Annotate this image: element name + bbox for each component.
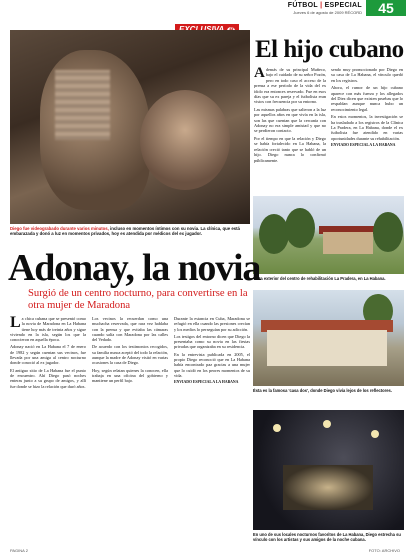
clinic-photo <box>253 196 404 274</box>
hijo-headline: El hijo cubano <box>255 36 404 63</box>
person-figure <box>140 90 230 190</box>
paragraph: Ahora, el rumor de un hijo cubano aparece con más fuerza y los allegados del Diez dicen que existen pruebas que lo respaldan aunque nunca hubo un reconocimiento legal. <box>331 85 403 112</box>
page-header <box>0 0 410 18</box>
adonay-headline: Adonay, la novia <box>8 247 261 289</box>
paragraph: sendo muy promocionado por Diego en su casa de La Habana, el vínculo quedó en los registros. <box>331 67 403 83</box>
footer-left: PAGINA 2 <box>10 548 28 553</box>
paragraph: En la entrevista publicada en 2005, el propio Diego reconoció que en La Habana había encontrado paz gracias a una mujer que lo cuidó en los peores momentos de su vida. <box>174 351 250 378</box>
main-photo-caption <box>10 226 250 237</box>
paragraph: Los vecinos la recuerdan como una muchacha reservada, que rara vez hablaba con la prensa y que evitaba las cámaras cuando salía con Maradona por las calles del Vedado. <box>92 316 168 343</box>
light-shape <box>273 424 281 432</box>
page-number: 45 <box>366 0 406 16</box>
byline: ENVIADO ESPECIAL A LA HABANA <box>174 380 239 385</box>
adonay-subheadline: Surgió de un centro nocturno, para convertirse en la otra mujer de Maradona <box>28 288 248 311</box>
paragraph: Las mismas palabras que salieron a la luz por aquellos años en que vivía en la isla, son las que cuentan que la cercanía con Adonay no era simple amistad y que no se perdieron contacto. <box>254 106 326 134</box>
paragraph: La chica cubana que se presentó como la novia de Maradona en La Habana tiene hoy más de treinta años y sigue viviendo en la isla, según los que la conocieron en aquella época. <box>10 314 86 343</box>
drop-cap: A <box>254 65 265 81</box>
clinic-photo-caption: Vista exterior del centro de rehabilitación La Pradera, en La Habana. <box>253 276 386 281</box>
byline: ENVIADO ESPECIAL A LA HABANA <box>331 143 396 148</box>
hijo-article-body <box>254 67 404 165</box>
caption-lead: Diego fue videograbado durante varios minutos, <box>10 226 109 231</box>
paragraph: Adonay nació en La Habana el 7 de enero de 1982 y según cuentan sus vecinos, fue llevada por una amiga al centro nocturno donde conoció al ex jugador. <box>10 344 86 366</box>
main-photo <box>10 30 250 224</box>
issue-date: Jueves 6 de agosto de 2009 RÉCORD <box>293 10 362 15</box>
article-column <box>254 67 326 165</box>
caption-text: incluso en momentos íntimos con su novia. La clínica, que está embarazada y donó a luz en momentos privados, hoy es atendida por médicos del ex jugador. <box>10 226 240 237</box>
section-label <box>288 2 362 9</box>
nightclub-photo <box>253 410 404 530</box>
paragraph: Durante la estancia en Cuba, Maradona se refugió en ella cuando las presiones crecían y los medios lo perseguían por su adicción. <box>174 316 250 332</box>
section-name: FÚTBOL <box>287 2 318 9</box>
paragraph: El antiguo sitio de La Habana fue el punto de encuentro. Ahí Diego pasó noches enteras junto a su grupo de amigos, y allí fue donde se hizo la relación que duró años. <box>10 367 86 389</box>
article-column <box>92 316 168 391</box>
pixelated-face <box>55 70 110 140</box>
tree-shape <box>373 212 403 252</box>
article-column <box>174 316 250 391</box>
paragraph: Por el tiempo en que la relación y Diego se había fortalecido en La Habana, la relación creció tanto que se habló de un hijo. Diego nunca lo confirmó públicamente. <box>254 135 326 163</box>
article-column <box>10 316 86 391</box>
stage-shape <box>283 465 373 510</box>
article-column <box>331 67 403 165</box>
tree-shape <box>259 214 289 254</box>
adonay-article-body <box>10 316 250 391</box>
nightclub-photo-caption: En uno de sus locales nocturnos favoritos de La Habana, Diego estrecha su vínculo con los artistas y sus amigos de la noche cubana. <box>253 532 401 542</box>
house-photo <box>253 290 404 386</box>
paragraph: De acuerdo con los testimonios recogidos, su familia nunca aceptó del todo la relación, aunque la madre de Adonay visitó en varias ocasiones la casa de Diego. <box>92 344 168 366</box>
light-shape <box>323 420 331 428</box>
footer-right: FOTO: ARCHIVO <box>368 548 400 553</box>
light-shape <box>371 430 379 438</box>
tree-shape <box>285 208 315 248</box>
paragraph: Los testigos del entorno dicen que Diego la presentaba como su novia en las fiestas privadas que organizaba en su residencia. <box>174 333 250 350</box>
house-photo-caption: Ésta es la famosa 'casa dos', donde Diego vivía lejos de los reflectores. <box>253 388 392 393</box>
paragraph: Hoy, según relatan quienes la conocen, ella trabaja en una oficina del gobierno y mantiene un perfil bajo. <box>92 367 168 384</box>
paragraph: Además de su principal Muñeco, bajo el cuidado de su señor Pozón, pero en todo caso el acceso de la prensa a ese período de la vida del ex ídolo era entonces reservado. Fue en esos días que su ex pareja y el futbolista eran vistos con frecuencia por su entorno. <box>254 65 326 105</box>
building-shape <box>323 232 373 254</box>
paragraph: En estos momentos, la investigación se ha trasladado a los registros de la Clínica La Pradera, en La Habana, donde el ex futbolista fue atendido en varias oportunidades durante su rehabilitación. <box>331 114 403 141</box>
drop-cap: L <box>10 314 21 331</box>
section-separator: | <box>320 2 323 9</box>
section-sub: ESPECIAL <box>324 2 362 9</box>
building-shape <box>267 330 387 366</box>
